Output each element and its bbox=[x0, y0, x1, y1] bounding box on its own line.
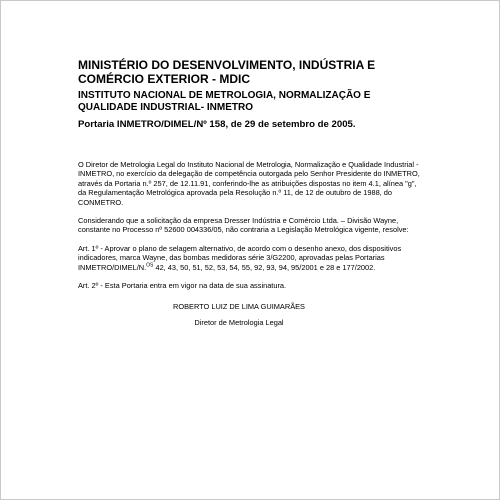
ministry-line-1: MINISTÉRIO DO DESENVOLVIMENTO, INDÚSTRIA E bbox=[78, 58, 376, 72]
document-content bbox=[78, 58, 423, 333]
ministry-line-2: COMÉRCIO EXTERIOR - MDIC bbox=[78, 72, 251, 86]
institute-line-2: QUALIDADE INDUSTRIAL- INMETRO bbox=[78, 102, 253, 113]
signatory-name: ROBERTO LUIZ DE LIMA GUIMARÃES bbox=[173, 302, 305, 312]
signature-block bbox=[144, 302, 334, 327]
article-1-text: Art. 1º - Aprovar o plano de selagem alternativo, de acordo com o desenho anexo, dos dispositivos indicadores, marca Wayne, das bombas medidoras série 3/G2200, aprovadas pelas Portarias INMETRO/DIMEL/N. bbox=[78, 243, 402, 272]
article-1-text-end: 42, 43, 50, 51, 52, 53, 54, 55, 92, 93, 94, 95/2001 e 28 e 177/2002. bbox=[153, 262, 376, 272]
intro-paragraph: O Diretor de Metrologia Legal do Instituto Nacional de Metrologia, Normalização e Qualidade Industrial - INMETRO, no exercício da delegação de competência outorgada pelo Senhor Presidente do INMETRO, através da Portaria n.º 257, de 12.11.91, conferindo-lhe as atribuições dispostas no item 4.1, alínea "g", da Regulamentação Metrológica aprovada pela Resolução n.º 11, de 12 de outubro de 1988, do CONMETRO. bbox=[78, 160, 420, 207]
portaria-title: Portaria INMETRO/DIMEL/Nº 158, de 29 de setembro de 2005. bbox=[78, 119, 356, 130]
article-2-paragraph: Art. 2º - Esta Portaria entra em vigor na data de sua assinatura. bbox=[78, 281, 287, 291]
article-1-superscript: OS bbox=[146, 262, 154, 269]
signatory-title: Diretor de Metrologia Legal bbox=[194, 317, 284, 327]
institute-line-1: INSTITUTO NACIONAL DE METROLOGIA, NORMALIZAÇÃO E bbox=[78, 90, 371, 101]
institute-heading bbox=[78, 90, 423, 114]
article-1-paragraph bbox=[78, 244, 423, 272]
ministry-heading bbox=[78, 58, 423, 86]
considering-paragraph: Considerando que a solicitação da empresa Dresser Indústria e Comércio Ltda. – Divisão Wayne, constante no Processo nº 52600 004336/05, não contraria a Legislação Metrológica vigente, resolve: bbox=[78, 216, 409, 235]
